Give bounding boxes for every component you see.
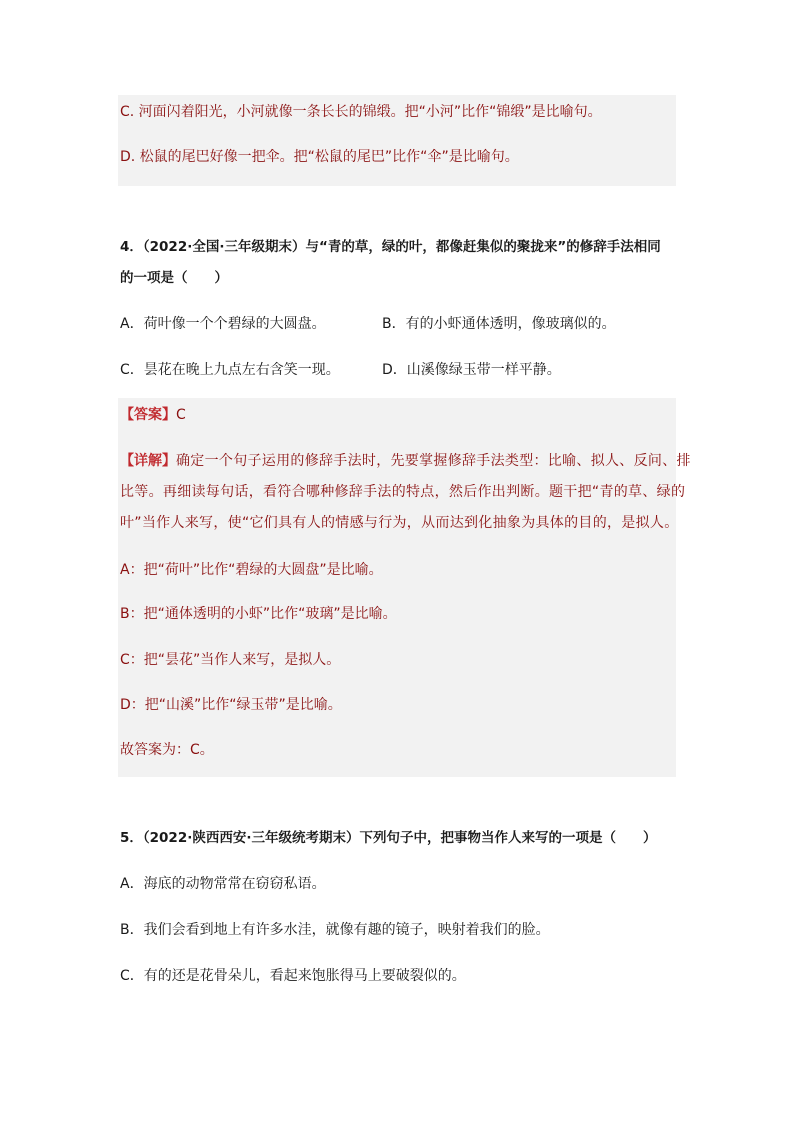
- question-4-option-d: D．山溪像绿玉带一样平静。: [382, 362, 561, 378]
- question-4-title-line1: 4．（2022·全国·三年级期末）与“青的草，绿的叶，都像赶集似的聚拢来”的修辞手法相同: [120, 239, 661, 255]
- question-4-option-c: C．昙花在晚上九点左右含笑一现。: [120, 362, 340, 378]
- question-4-title-line2: 的一项是（ ）: [120, 270, 228, 286]
- analysis-d: D：把“山溪”比作“绿玉带”是比喻。: [120, 697, 342, 713]
- question-5-title: 5．（2022·陕西西安·三年级统考期末）下列句子中，把事物当作人来写的一项是（ ）: [120, 830, 657, 846]
- detail-line-3: 叶”当作人来写，使“它们具有人的情感与行为，从而达到化抽象为具体的目的，是拟人。: [120, 515, 679, 531]
- detail-row-1: [120, 451, 691, 471]
- question-5-option-a: A．海底的动物常常在窃窃私语。: [120, 876, 326, 892]
- analysis-a: A：把“荷叶”比作“碧绿的大圆盘”是比喻。: [120, 562, 383, 578]
- question-4-option-a: A．荷叶像一个个碧绿的大圆盘。: [120, 316, 326, 332]
- question-5-option-c: C．有的还是花骨朵儿，看起来饱胀得马上要破裂似的。: [120, 968, 466, 984]
- analysis-line-c: C. 河面闪着阳光，小河就像一条长长的锦缎。把“小河”比作“锦缎”是比喻句。: [120, 104, 602, 120]
- detail-tag: 【详解】: [120, 453, 176, 469]
- analysis-c: C：把“昙花”当作人来写，是拟人。: [120, 652, 341, 668]
- analysis-b: B：把“通体透明的小虾”比作“玻璃”是比喻。: [120, 606, 397, 622]
- answer-tag: 【答案】: [120, 407, 176, 423]
- detail-line-1: 确定一个句子运用的修辞手法时，先要掌握修辞手法类型：比喻、拟人、反问、排: [176, 453, 691, 469]
- conclusion: 故答案为：C。: [120, 742, 214, 758]
- question-5-option-b: B．我们会看到地上有许多水洼，就像有趣的镜子，映射着我们的脸。: [120, 922, 550, 938]
- answer-row: [120, 405, 186, 425]
- detail-line-2: 比等。再细读每句话，看符合哪种修辞手法的特点，然后作出判断。题干把“青的草、绿的: [120, 484, 686, 500]
- analysis-line-d: D. 松鼠的尾巴好像一把伞。把“松鼠的尾巴”比作“伞”是比喻句。: [120, 149, 519, 165]
- question-4-option-b: B．有的小虾通体透明，像玻璃似的。: [382, 316, 616, 332]
- answer-value: C: [176, 407, 186, 423]
